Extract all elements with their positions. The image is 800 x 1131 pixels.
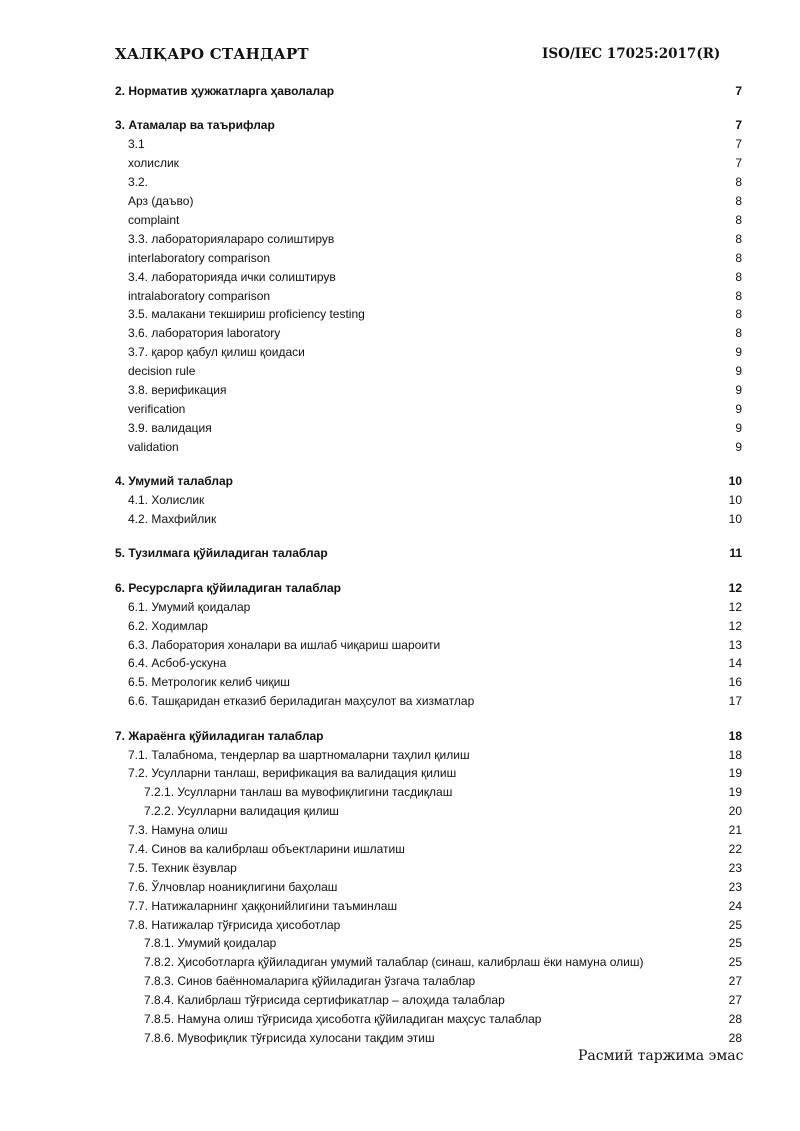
toc-page-number: 22: [728, 842, 742, 857]
toc-entry-label: 7.8.6. Мувофиқлик тўғрисида хулосани тақдим этиш: [144, 1030, 435, 1045]
toc-entry[interactable]: [0, 230, 800, 249]
toc-entry-label: 6.4. Асбоб-ускуна: [128, 656, 227, 671]
standard-title: ХАЛҚАРО СТАНДАРТ: [115, 45, 309, 63]
toc-entry-label: 7.4. Синов ва калибрлаш объектларини ишлатиш: [128, 842, 405, 857]
toc-page-number: 19: [728, 785, 742, 800]
standard-code: ISO/IEC 17025:2017(R): [542, 46, 721, 62]
toc-entry-label: холислик: [128, 156, 179, 171]
toc-entry-label: 3.1: [128, 137, 145, 152]
toc-entry[interactable]: [0, 636, 800, 655]
toc-page-number: 11: [729, 546, 742, 561]
toc-entry-label: 7.2.2. Усулларни валидация қилиш: [144, 804, 339, 819]
toc-entry[interactable]: [0, 211, 800, 230]
toc-entry-label: 6.6. Ташқаридан етказиб бериладиган маҳсулот ва хизматлар: [128, 694, 475, 709]
toc-entry-label: 3.4. лабораторияда ички солиштирув: [128, 269, 336, 284]
toc-entry-label: 3.2.: [128, 175, 149, 190]
toc-entry-label: 3.8. верификация: [128, 382, 227, 397]
toc-page-number: 27: [728, 974, 742, 989]
toc-section-entry[interactable]: [0, 544, 800, 563]
toc-entry-label: 3.5. малакани текшириш proficiency testing: [128, 307, 365, 322]
toc-page-number: 25: [728, 936, 742, 951]
toc-page-number: 20: [728, 804, 742, 819]
toc-page-number: 10: [728, 474, 742, 489]
toc-page-number: 7: [735, 118, 742, 133]
toc-entry-label: 3.3. лабораторияларaро солиштирув: [128, 231, 335, 246]
toc-entry-label: 7.5. Техник ёзувлар: [128, 860, 237, 875]
toc-entry[interactable]: [0, 991, 800, 1010]
toc-page-number: 7: [735, 84, 742, 98]
toc-entry-label: 7. Жараёнга қўйиладиган талаблар: [115, 728, 324, 743]
toc-page-number: 9: [735, 364, 742, 379]
toc-page-number: 8: [735, 326, 742, 341]
toc-entry[interactable]: [0, 510, 800, 529]
toc-entry-label: decision rule: [128, 364, 196, 379]
toc-entry[interactable]: [0, 897, 800, 916]
toc-page-number: 8: [735, 250, 742, 265]
toc-page-number: 8: [735, 194, 742, 209]
toc-entry[interactable]: [0, 343, 800, 362]
toc-page-number: 9: [735, 345, 742, 360]
toc-entry[interactable]: [0, 438, 800, 457]
toc-entry-label: 7.7. Натижаларнинг ҳаққонийлигини таъминлаш: [128, 898, 398, 913]
toc-entry[interactable]: [0, 972, 800, 991]
toc-entry[interactable]: [0, 1029, 800, 1048]
toc-entry-label: 6. Ресурсларга қўйиладиган талаблар: [115, 580, 341, 595]
toc-entry[interactable]: [0, 673, 800, 692]
toc-section-entry[interactable]: [0, 82, 800, 101]
toc-entry[interactable]: [0, 821, 800, 840]
toc-page-number: 27: [728, 993, 742, 1008]
toc-entry-label: 4. Умумий талаблар: [115, 474, 233, 489]
toc-page-number: 12: [728, 618, 742, 633]
section-spacer: [0, 529, 800, 545]
toc-entry-label: 7.8.2. Ҳисоботларга қўйиладиган умумий талаблар (синаш, калибрлаш ёки намуна олиш): [144, 955, 644, 970]
toc-entry-label: intralaboratory comparison: [128, 288, 271, 303]
toc-entry-label: 7.2. Усулларни танлаш, верификация ва валидация қилиш: [128, 766, 457, 781]
toc-entry-label: interlaboratory comparison: [128, 250, 271, 265]
toc-page-number: 17: [728, 694, 742, 709]
toc-page-number: 28: [728, 1030, 742, 1045]
toc-entry-label: 6.3. Лаборатория хоналари ва ишлаб чиқариш шароити: [128, 637, 441, 652]
toc-page-number: 25: [728, 917, 742, 932]
toc-entry-label: 7.8. Натижалар тўғрисида ҳисоботлар: [128, 917, 341, 932]
toc-entry[interactable]: [0, 692, 800, 711]
toc-entry[interactable]: [0, 840, 800, 859]
toc-entry[interactable]: [0, 1010, 800, 1029]
toc-entry[interactable]: [0, 419, 800, 438]
toc-page-number: 8: [735, 175, 742, 190]
toc-entry-label: 4.1. Холислик: [128, 493, 205, 507]
toc-entry[interactable]: [0, 192, 800, 211]
toc-page-number: 14: [728, 656, 742, 671]
toc-entry-label: 7.8.5. Намуна олиш тўғрисида ҳисоботга қўйиладиган маҳсус талаблар: [144, 1012, 542, 1027]
toc-entry-label: 3. Атамалар ва таърифлар: [115, 118, 275, 133]
toc-entry[interactable]: [0, 491, 800, 510]
toc-page-number: 8: [735, 212, 742, 227]
toc-page-number: 18: [728, 728, 742, 743]
toc-page-number: 19: [728, 766, 742, 781]
toc-section-entry[interactable]: [0, 727, 800, 746]
toc-page-number: 9: [735, 420, 742, 435]
toc-entry[interactable]: [0, 934, 800, 953]
toc-entry[interactable]: [0, 802, 800, 821]
translation-note: Расмий таржима эмас: [578, 1048, 744, 1064]
toc-entry[interactable]: [0, 381, 800, 400]
toc-page-number: 9: [735, 439, 742, 454]
toc-entry[interactable]: [0, 764, 800, 783]
toc-page-number: 24: [728, 898, 742, 913]
toc-entry-label: 5. Тузилмага қўйиладиган талаблар: [115, 546, 328, 561]
toc-entry[interactable]: [0, 746, 800, 765]
toc-entry[interactable]: [0, 249, 800, 268]
toc-page-number: 8: [735, 288, 742, 303]
toc-entry-label: 7.8.3. Синов баённомаларига қўйиладиган ўзгача талаблар: [144, 974, 476, 989]
toc-entry-label: 3.7. қарор қабул қилиш қоидаси: [128, 345, 305, 360]
toc-entry[interactable]: [0, 916, 800, 935]
toc-page-number: 7: [735, 137, 742, 152]
toc-entry[interactable]: [0, 878, 800, 897]
toc-entry-label: 3.9. валидация: [128, 420, 212, 435]
toc-entry[interactable]: [0, 287, 800, 306]
toc-entry[interactable]: [0, 654, 800, 673]
toc-entry[interactable]: [0, 268, 800, 287]
toc-entry-label: 7.8.4. Калибрлаш тўғрисида сертификатлар – алоҳида талаблар: [144, 993, 505, 1008]
toc-entry[interactable]: [0, 783, 800, 802]
toc-entry-label: validation: [128, 439, 179, 454]
toc-entry[interactable]: [0, 617, 800, 636]
toc-entry[interactable]: [0, 135, 800, 154]
toc-page-number: 7: [735, 156, 742, 171]
toc-page-number: 25: [728, 955, 742, 970]
toc-entry-label: 7.2.1. Усулларни танлаш ва мувофиқлигини тасдиқлаш: [144, 785, 453, 800]
toc-page-number: 8: [735, 307, 742, 322]
toc-page-number: 8: [735, 231, 742, 246]
toc-entry-label: 7.8.1. Умумий қоидалар: [144, 936, 277, 951]
toc-entry[interactable]: [0, 400, 800, 419]
toc-page-number: 10: [728, 511, 742, 526]
toc-entry[interactable]: [0, 154, 800, 173]
toc-page-number: 12: [728, 580, 742, 595]
toc-page-number: 23: [728, 879, 742, 894]
toc-entry[interactable]: [0, 173, 800, 192]
toc-entry-label: 4.2. Махфийлик: [128, 511, 217, 526]
toc-page-number: 28: [728, 1012, 742, 1027]
toc-entry[interactable]: [0, 305, 800, 324]
toc-entry[interactable]: [0, 953, 800, 972]
toc-page-number: 13: [728, 637, 742, 652]
toc-entry[interactable]: [0, 324, 800, 343]
toc-entry-label: Арз (даъво): [128, 194, 194, 209]
toc-section-entry[interactable]: [0, 579, 800, 598]
table-of-contents: [0, 82, 800, 1048]
section-spacer: [0, 563, 800, 579]
toc-entry-label: verification: [128, 401, 186, 416]
toc-entry-label: 6.5. Метрологик келиб чиқиш: [128, 675, 290, 690]
toc-entry-label: 6.1. Умумий қоидалар: [128, 599, 251, 614]
toc-page-number: 8: [735, 269, 742, 284]
toc-section-entry[interactable]: [0, 116, 800, 135]
toc-entry-label: 3.6. лаборатория laboratory: [128, 326, 281, 341]
toc-entry-label: 7.6. Ўлчовлар ноаниқлигини баҳолаш: [128, 879, 338, 894]
toc-page-number: 12: [728, 599, 742, 614]
toc-entry[interactable]: [0, 598, 800, 617]
toc-entry[interactable]: [0, 362, 800, 381]
toc-entry-label: 7.1. Талабнома, тендерлар ва шартномаларни таҳлил қилиш: [128, 747, 470, 762]
toc-page-number: 9: [735, 401, 742, 416]
toc-entry-label: 6.2. Ходимлар: [128, 618, 208, 633]
section-spacer: [0, 711, 800, 727]
section-spacer: [0, 457, 800, 473]
toc-section-entry[interactable]: [0, 472, 800, 491]
toc-page-number: 16: [728, 675, 742, 690]
toc-entry[interactable]: [0, 859, 800, 878]
toc-page-number: 9: [735, 382, 742, 397]
toc-page-number: 21: [728, 823, 742, 838]
section-spacer: [0, 101, 800, 117]
toc-page-number: 23: [728, 860, 742, 875]
toc-entry-label: 2. Норматив ҳужжатларга ҳаволалар: [115, 84, 335, 98]
toc-page-number: 18: [728, 747, 742, 762]
toc-entry-label: complaint: [128, 212, 180, 227]
toc-page-number: 10: [728, 493, 742, 507]
toc-entry-label: 7.3. Намуна олиш: [128, 823, 228, 838]
